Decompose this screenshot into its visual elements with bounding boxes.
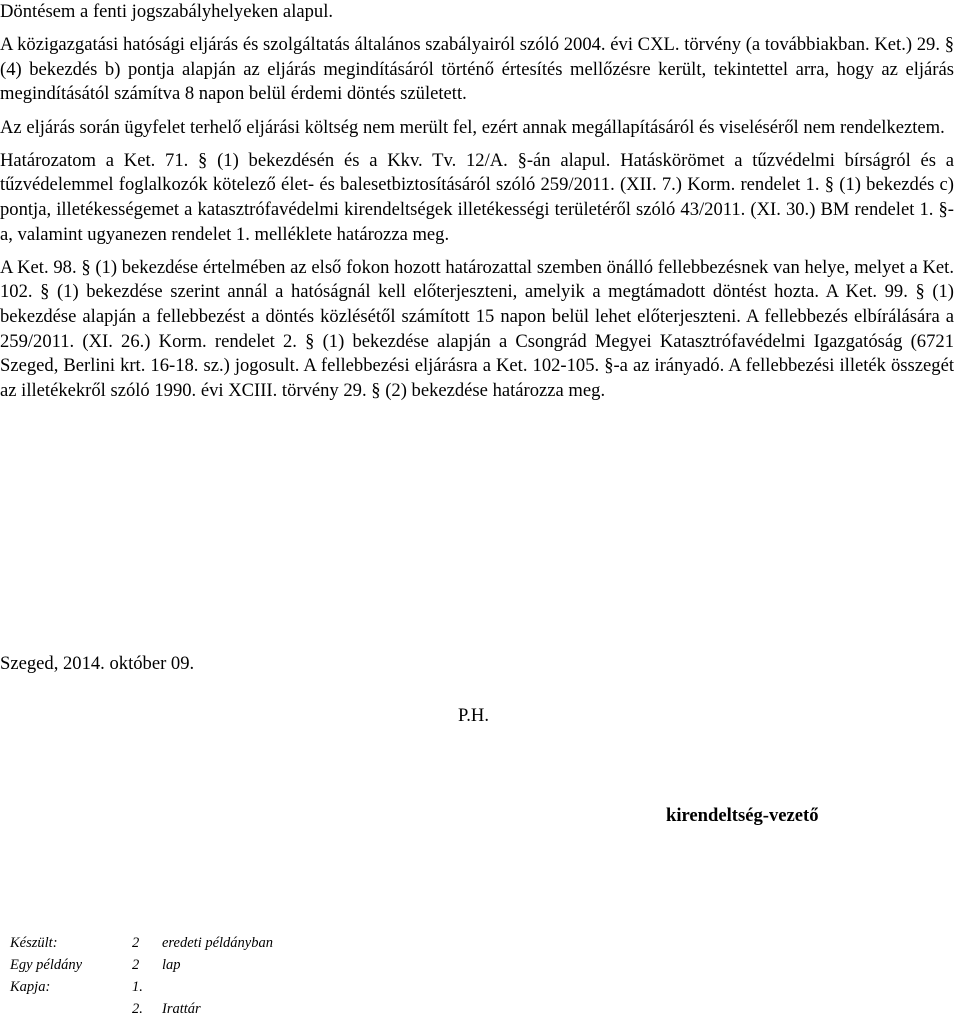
footer-number: 1. xyxy=(132,979,143,995)
paragraph-notification-omission: A közigazgatási hatósági eljárás és szolgáltatás általános szabályairól szóló 2004. évi CXL. törvény (a továbbiakban. Ket.) 29. § (4) bekezdés b) pontja alapján az eljárás megindításáról történő értesítés mellőzésre került, tekintettel arra, hogy az eljárás megindításától számítva 8 napon belül érdemi döntés született. xyxy=(0,34,954,105)
footer-text: lap xyxy=(162,957,181,973)
footer-text: Irattár xyxy=(162,1001,201,1017)
footer-row xyxy=(10,932,273,954)
footer-text: eredeti példányban xyxy=(162,935,273,951)
place-and-date: Szeged, 2014. október 09. xyxy=(0,653,195,674)
footer-label: Készült: xyxy=(10,935,58,951)
paragraph-legal-basis: Határozatom a Ket. 71. § (1) bekezdésén és a Kkv. Tv. 12/A. §-án alapul. Hatáskörömet a tűzvédelmi bírságról és a tűzvédelemmel foglalkozók kötelező élet- és balesetbiztosításáról szóló 259/2011. (XII. 7.) Korm. rendelet 1. § (1) bekezdés c) pontja, illetékességemet a katasztrófavédelmi kirendeltségek illetékességi területéről szóló 43/2011. (XI. 30.) BM rendelet 1. §-a, valamint ugyanezen rendelet 1. melléklete határozza meg. xyxy=(0,149,954,245)
footer-row xyxy=(10,976,273,998)
footer-label: Kapja: xyxy=(10,979,51,995)
footer-number: 2 xyxy=(132,957,140,973)
footer-label: Egy példány xyxy=(10,957,83,973)
footer-number: 2. xyxy=(132,1001,143,1017)
paragraph-appeal-information: A Ket. 98. § (1) bekezdése értelmében az első fokon hozott határozattal szemben önálló fellebbezésnek van helye, melyet a Ket. 102. § (1) bekezdése szerint annál a hatóságnál kell előterjeszteni, amelyik a megtámadott döntést hozta. A Ket. 99. § (1) bekezdése alapján a fellebbezést a döntés közlésétől számított 15 napon belül lehet előterjeszteni. A fellebbezés elbírálására a 259/2011. (XI. 26.) Korm. rendelet 2. § (1) bekezdése alapján a Csongrád Megyei Katasztrófavédelmi Igazgatóság (6721 Szeged, Berlini krt. 16-18. sz.) jogosult. A fellebbezési eljárásra a Ket. 102-105. §-a az irányadó. A fellebbezési illeték összegét az illetékekről szóló 1990. évi XCIII. törvény 29. § (2) bekezdése határozza meg. xyxy=(0,256,954,401)
signature-title: kirendeltség-vezető xyxy=(666,805,819,826)
footer-label xyxy=(10,998,132,1020)
document-body xyxy=(0,0,954,412)
footer-row xyxy=(10,954,273,976)
footer-number: 2 xyxy=(132,935,140,951)
paragraph-procedural-costs: Az eljárás során ügyfelet terhelő eljárási költség nem merült fel, ezért annak megállapításáról és viseléséről nem rendelkeztem. xyxy=(0,116,945,138)
distribution-footer xyxy=(10,932,273,1020)
stamp-mark: P.H. xyxy=(458,705,490,726)
footer-row xyxy=(10,998,273,1020)
paragraph-decision-basis: Döntésem a fenti jogszabályhelyeken alapul. xyxy=(0,1,334,22)
footer-text xyxy=(162,976,273,998)
